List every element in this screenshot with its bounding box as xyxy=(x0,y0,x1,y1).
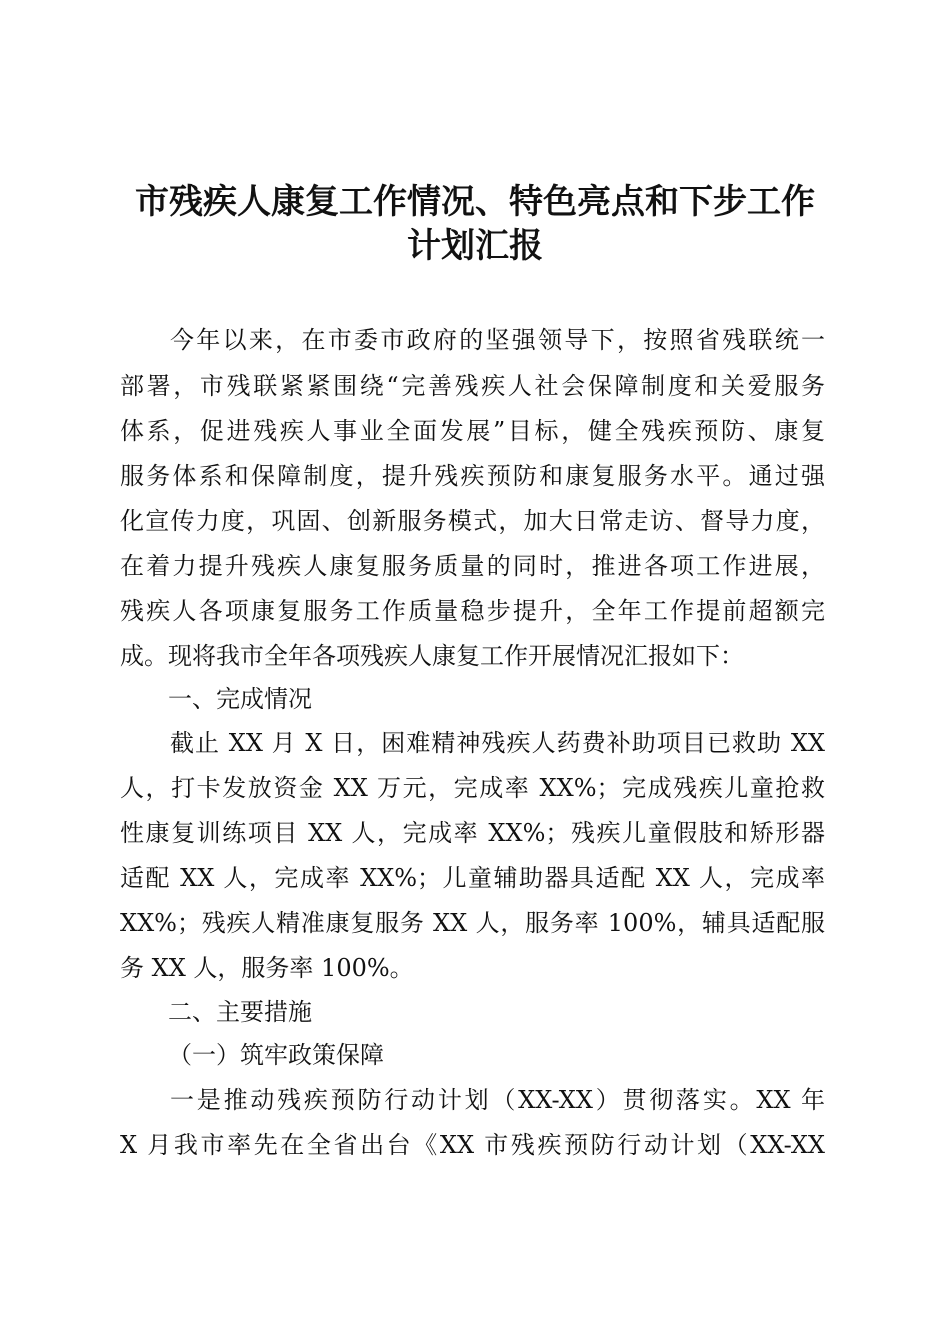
intro-paragraph-line: 体系，促进残疾人事业全面发展”目标，健全残疾预防、康复 xyxy=(120,417,825,445)
intro-paragraph-line: 部署，市残联紧紧围绕“完善残疾人社会保障制度和关爱服务 xyxy=(120,372,825,400)
intro-paragraph-line: 残疾人各项康复服务工作质量稳步提升，全年工作提前超额完 xyxy=(120,597,825,625)
intro-paragraph-line: 在着力提升残疾人康复服务质量的同时，推进各项工作进展， xyxy=(120,552,825,580)
section-1-paragraph-line: XX%；残疾人精准康复服务 XX 人，服务率 100%，辅具适配服 xyxy=(120,909,825,937)
section-1-paragraph-line: 性康复训练项目 XX 人，完成率 XX%；残疾儿童假肢和矫形器 xyxy=(120,819,825,847)
section-1-paragraph-line: 人，打卡发放资金 XX 万元，完成率 XX%；完成残疾儿童抢救 xyxy=(120,774,825,802)
section-1-paragraph-line: 截止 XX 月 X 日，困难精神残疾人药费补助项目已救助 XX xyxy=(170,729,825,757)
intro-paragraph-line: 化宣传力度，巩固、创新服务模式，加大日常走访、督导力度， xyxy=(120,507,825,535)
subsection-1-paragraph-line: 一是推动残疾预防行动计划（XX-XX）贯彻落实。XX 年 xyxy=(170,1086,825,1114)
section-1-paragraph-line: 务 XX 人，服务率 100%。 xyxy=(120,954,414,982)
intro-paragraph-line: 成。现将我市全年各项残疾人康复工作开展情况汇报如下： xyxy=(120,642,744,670)
section-heading-completion: 一、完成情况 xyxy=(168,685,312,713)
document-title-line-1: 市残疾人康复工作情况、特色亮点和下步工作 xyxy=(135,182,815,222)
intro-paragraph-line: 服务体系和保障制度，提升残疾预防和康复服务水平。通过强 xyxy=(120,462,825,490)
section-heading-measures: 二、主要措施 xyxy=(168,998,312,1026)
subsection-heading-policy: （一）筑牢政策保障 xyxy=(168,1041,384,1069)
intro-paragraph-line: 今年以来，在市委市政府的坚强领导下，按照省残联统一 xyxy=(170,326,825,354)
document-title-line-2: 计划汇报 xyxy=(407,226,543,266)
subsection-1-paragraph-line: X 月我市率先在全省出台《XX 市残疾预防行动计划（XX-XX xyxy=(120,1131,825,1159)
section-1-paragraph-line: 适配 XX 人，完成率 XX%；儿童辅助器具适配 XX 人，完成率 xyxy=(120,864,825,892)
